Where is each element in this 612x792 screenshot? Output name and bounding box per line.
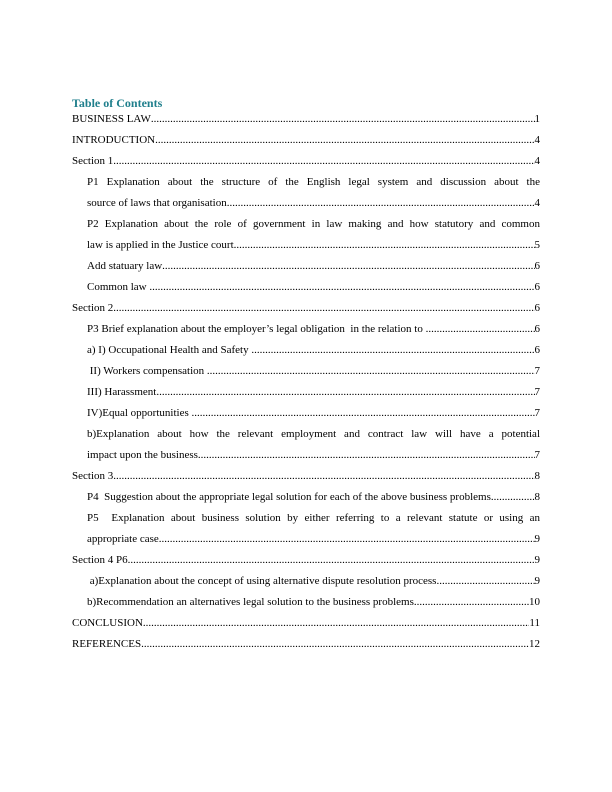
toc-leader — [227, 197, 535, 210]
toc-entry-line1-text: P2 Explanation about the role of government in law making and how statutory and common — [87, 218, 540, 230]
toc-entry-text: P3 Brief explanation about the employer’s legal obligation in the relation to — [87, 323, 426, 335]
toc-page-number: 7 — [534, 386, 540, 398]
toc-entry-p1[interactable] — [87, 176, 540, 189]
toc-entry-p5[interactable] — [87, 512, 540, 525]
toc-entry-text: a) I) Occupational Health and Safety — [87, 344, 252, 356]
toc-leader — [207, 365, 535, 378]
toc-leader — [414, 596, 529, 609]
toc-leader — [113, 155, 534, 168]
toc-page-number: 11 — [529, 617, 540, 629]
toc-entry-text: Section 4 P6 — [72, 554, 128, 566]
toc-entry-text: Section 2 — [72, 302, 114, 314]
toc-entry-text: P4 Suggestion about the appropriate legal solution for each of the above business problems — [87, 491, 491, 503]
toc-page-number: 4 — [534, 155, 540, 167]
toc-entry-section-1[interactable] — [72, 155, 540, 168]
toc-page-number: 9 — [534, 554, 540, 566]
toc-entry-text: a)Explanation about the concept of using alternative dispute resolution process — [87, 575, 437, 587]
toc-page-number: 12 — [529, 638, 540, 650]
toc-leader — [251, 344, 534, 357]
toc-page-number: 8 — [534, 491, 540, 503]
toc-entry-text: Add statuary law — [87, 260, 163, 272]
toc-title: Table of Contents — [72, 96, 163, 110]
toc-entry-p5-cont[interactable] — [87, 533, 540, 546]
toc-leader — [491, 491, 535, 504]
toc-entry-business-law[interactable] — [72, 113, 540, 126]
toc-page-number: 7 — [534, 365, 540, 377]
toc-entry-workers-compensation[interactable] — [87, 365, 540, 378]
toc-page-number: 8 — [534, 470, 540, 482]
toc-leader — [151, 113, 535, 126]
toc-page-number: 5 — [534, 239, 540, 251]
toc-page-number: 6 — [534, 344, 540, 356]
toc-entry-section-4[interactable] — [72, 554, 540, 567]
toc-entry-text: impact upon the business — [87, 449, 198, 461]
toc-leader — [141, 638, 529, 651]
toc-entry-line1-text: P1 Explanation about the structure of the English legal system and discussion about the — [87, 176, 540, 188]
toc-leader — [162, 260, 534, 273]
toc-leader — [155, 134, 534, 147]
toc-entry-adr[interactable] — [87, 575, 540, 588]
toc-entry-line1 — [87, 176, 540, 189]
toc-page-number: 9 — [534, 533, 540, 545]
toc-leader — [149, 281, 534, 294]
toc-entry-p3[interactable] — [87, 323, 540, 336]
toc-leader — [159, 533, 535, 546]
toc-leader — [234, 239, 535, 252]
toc-entry-p2[interactable] — [87, 218, 540, 231]
toc-entry-text: law is applied in the Justice court — [87, 239, 234, 251]
toc-entry-text: Common law — [87, 281, 150, 293]
toc-entry-text: II) Workers compensation — [87, 365, 207, 377]
toc-entry-p1-cont[interactable] — [87, 197, 540, 210]
toc-entry-section-3[interactable] — [72, 470, 540, 483]
toc-entry-introduction[interactable] — [72, 134, 540, 147]
toc-entry-text: appropriate case — [87, 533, 159, 545]
toc-entry-text: BUSINESS LAW — [72, 113, 151, 125]
toc-leader — [143, 617, 530, 630]
toc-entry-p4[interactable] — [87, 491, 540, 504]
toc-entry-text: source of laws that organisation — [87, 197, 227, 209]
toc-entry-employment-contract-law-cont[interactable] — [87, 449, 540, 462]
toc-leader — [436, 575, 534, 588]
toc-leader — [113, 302, 534, 315]
toc-leader — [156, 386, 534, 399]
toc-leader — [128, 554, 535, 567]
toc-page-number: 6 — [534, 323, 540, 335]
toc-leader — [198, 449, 535, 462]
toc-page-number: 9 — [534, 575, 540, 587]
toc-page-number: 6 — [534, 260, 540, 272]
toc-entry-text: REFERENCES — [72, 638, 142, 650]
toc-entry-text: CONCLUSION — [72, 617, 143, 629]
toc-entry-occupational-health[interactable] — [87, 344, 540, 357]
toc-page-number: 1 — [534, 113, 540, 125]
toc-page-number: 6 — [534, 302, 540, 314]
toc-entry-text: Section 1 — [72, 155, 114, 167]
toc-leader — [426, 323, 535, 336]
toc-entry-add-statuary-law[interactable] — [87, 260, 540, 273]
toc-entry-conclusion[interactable] — [72, 617, 540, 630]
toc-entry-harassment[interactable] — [87, 386, 540, 399]
toc-entry-p2-cont[interactable] — [87, 239, 540, 252]
toc-entry-employment-contract-law[interactable] — [87, 428, 540, 441]
toc-leader — [191, 407, 534, 420]
toc-entry-section-2[interactable] — [72, 302, 540, 315]
toc-entry-line1-text: P5 Explanation about business solution by either referring to a relevant statute or using an — [87, 512, 540, 524]
toc-page-number: 7 — [534, 449, 540, 461]
toc-entry-recommendation[interactable] — [87, 596, 540, 609]
toc-entry-text: IV)Equal opportunities — [87, 407, 192, 419]
toc-page-number: 6 — [534, 281, 540, 293]
toc-entry-equal-opportunities[interactable] — [87, 407, 540, 420]
toc-entry-common-law[interactable] — [87, 281, 540, 294]
toc-entry-text: b)Recommendation an alternatives legal solution to the business problems — [87, 596, 414, 608]
toc-entry-text: III) Harassment — [87, 386, 157, 398]
toc-entry-line1-text: b)Explanation about how the relevant employment and contract law will have a potential — [87, 428, 540, 440]
toc-entry-references[interactable] — [72, 638, 540, 651]
toc-entry-text: INTRODUCTION — [72, 134, 156, 146]
toc-page-number: 7 — [534, 407, 540, 419]
toc-leader — [113, 470, 534, 483]
toc-page-number: 4 — [534, 134, 540, 146]
toc-page-number: 4 — [534, 197, 540, 209]
toc-page-number: 10 — [529, 596, 540, 608]
toc-entry-text: Section 3 — [72, 470, 114, 482]
